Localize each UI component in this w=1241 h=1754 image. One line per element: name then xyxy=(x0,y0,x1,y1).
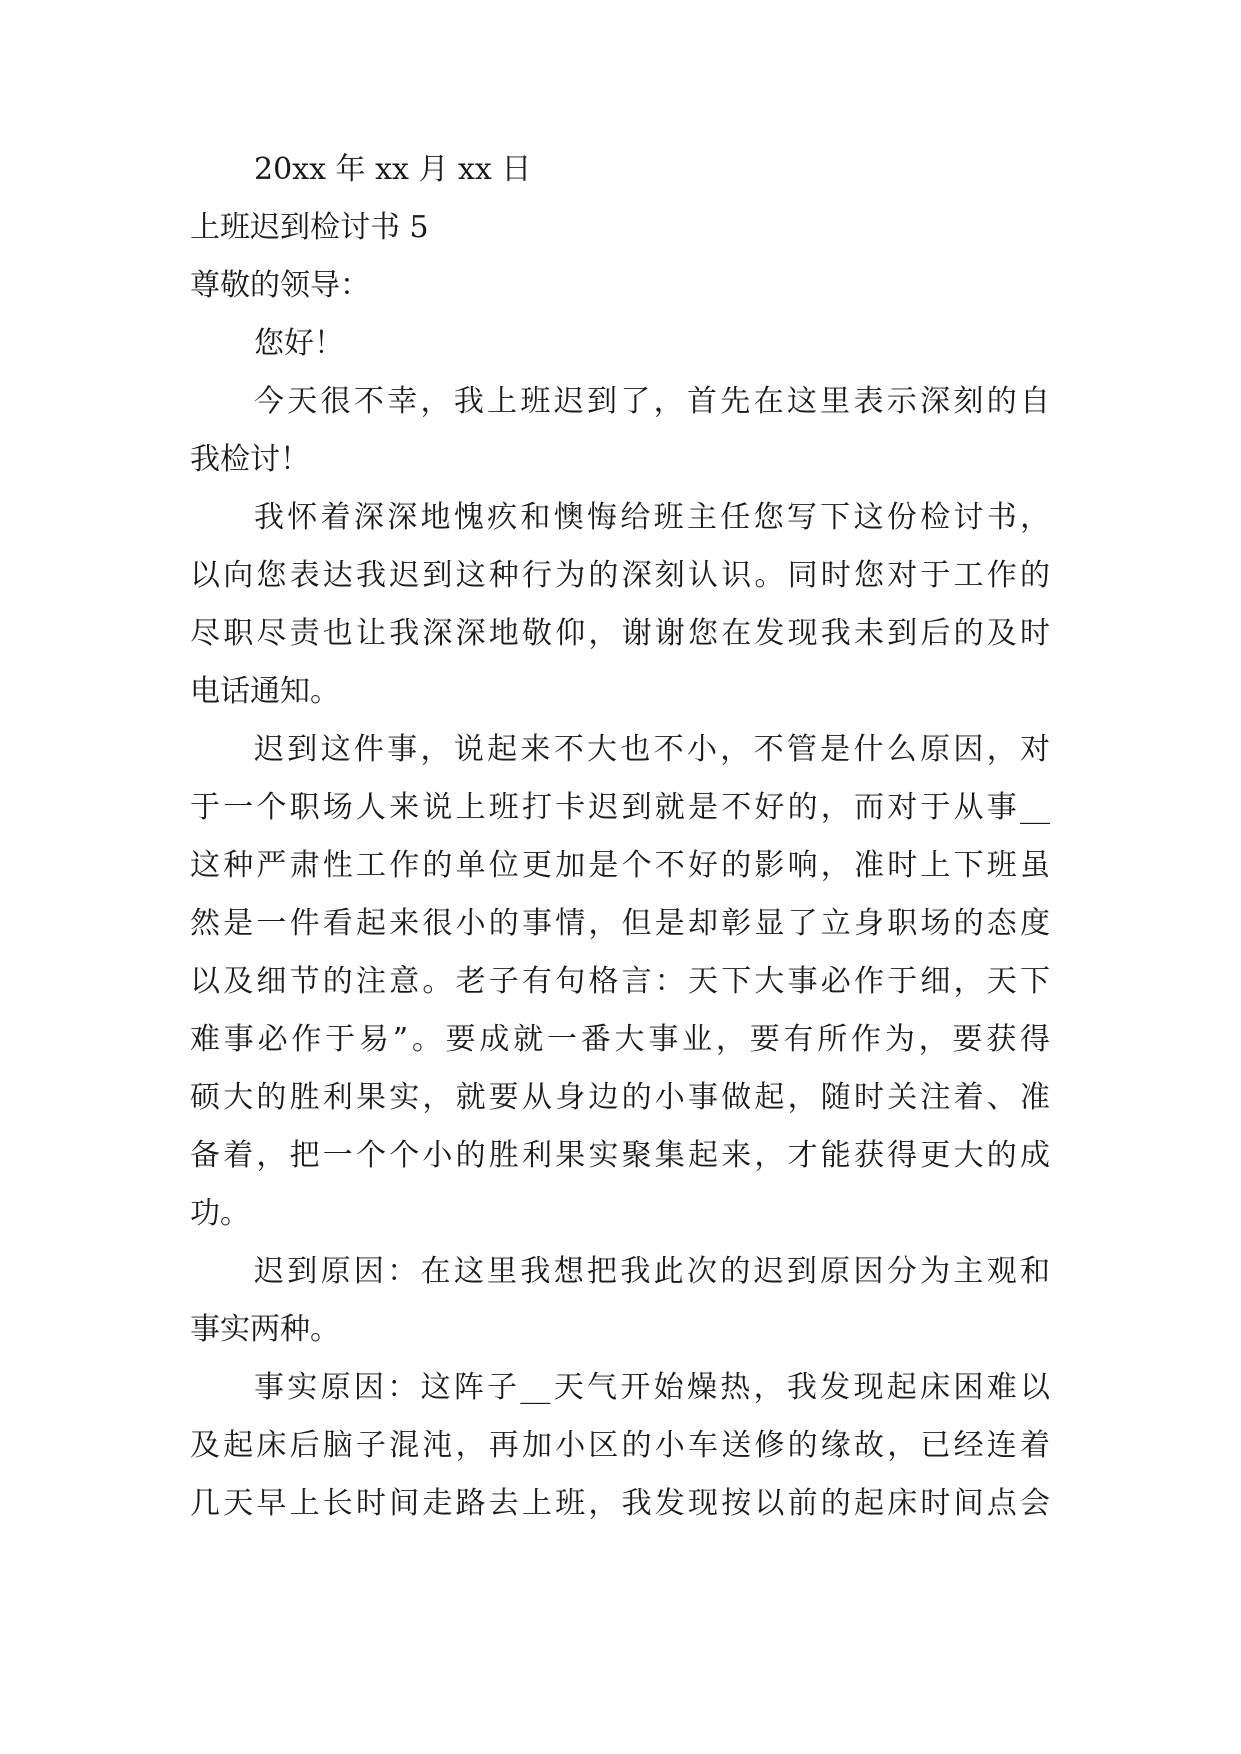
body-line: 几天早上长时间走路去上班，我发现按以前的起床时间点会 xyxy=(190,1486,1050,1521)
body-line: 我怀着深深地愧疚和懊悔给班主任您写下这份检讨书， xyxy=(254,500,1050,535)
body-line: 于一个职场人来说上班打卡迟到就是不好的，而对于从事__ xyxy=(190,790,1050,825)
body-line: 事实原因：这阵子__天气开始燥热，我发现起床困难以 xyxy=(254,1370,1050,1405)
body-line: 以及细节的注意。老子有句格言：天下大事必作于细，天下 xyxy=(190,964,1050,999)
salutation: 尊敬的领导： xyxy=(190,268,370,303)
body-line: 备着，把一个个小的胜利果实聚集起来，才能获得更大的成 xyxy=(190,1138,1050,1173)
body-line: 以向您表达我迟到这种行为的深刻认识。同时您对于工作的 xyxy=(190,558,1050,593)
body-line: 尽职尽责也让我深深地敬仰，谢谢您在发现我未到后的及时 xyxy=(190,616,1050,651)
body-line: 我检讨！ xyxy=(190,442,310,477)
body-line: 今天很不幸，我上班迟到了，首先在这里表示深刻的自 xyxy=(254,384,1050,419)
body-line: 及起床后脑子混沌，再加小区的小车送修的缘故，已经连着 xyxy=(190,1428,1050,1463)
greeting: 您好！ xyxy=(254,326,344,361)
body-line: 电话通知。 xyxy=(190,674,340,709)
body-line: 迟到原因：在这里我想把我此次的迟到原因分为主观和 xyxy=(254,1254,1050,1289)
body-line: 迟到这件事，说起来不大也不小，不管是什么原因，对 xyxy=(254,732,1050,767)
body-line: 功。 xyxy=(190,1196,250,1231)
body-line: 这种严肃性工作的单位更加是个不好的影响，准时上下班虽 xyxy=(190,848,1050,883)
body-line: 事实两种。 xyxy=(190,1312,340,1347)
document-title: 上班迟到检讨书 5 xyxy=(190,210,429,245)
body-line: 然是一件看起来很小的事情，但是却彰显了立身职场的态度 xyxy=(190,906,1050,941)
date-line: 20xx 年 xx 月 xx 日 xyxy=(254,152,532,187)
body-line: 难事必作于易”。要成就一番大事业，要有所作为，要获得 xyxy=(190,1022,1050,1057)
body-line: 硕大的胜利果实，就要从身边的小事做起，随时关注着、准 xyxy=(190,1080,1050,1115)
